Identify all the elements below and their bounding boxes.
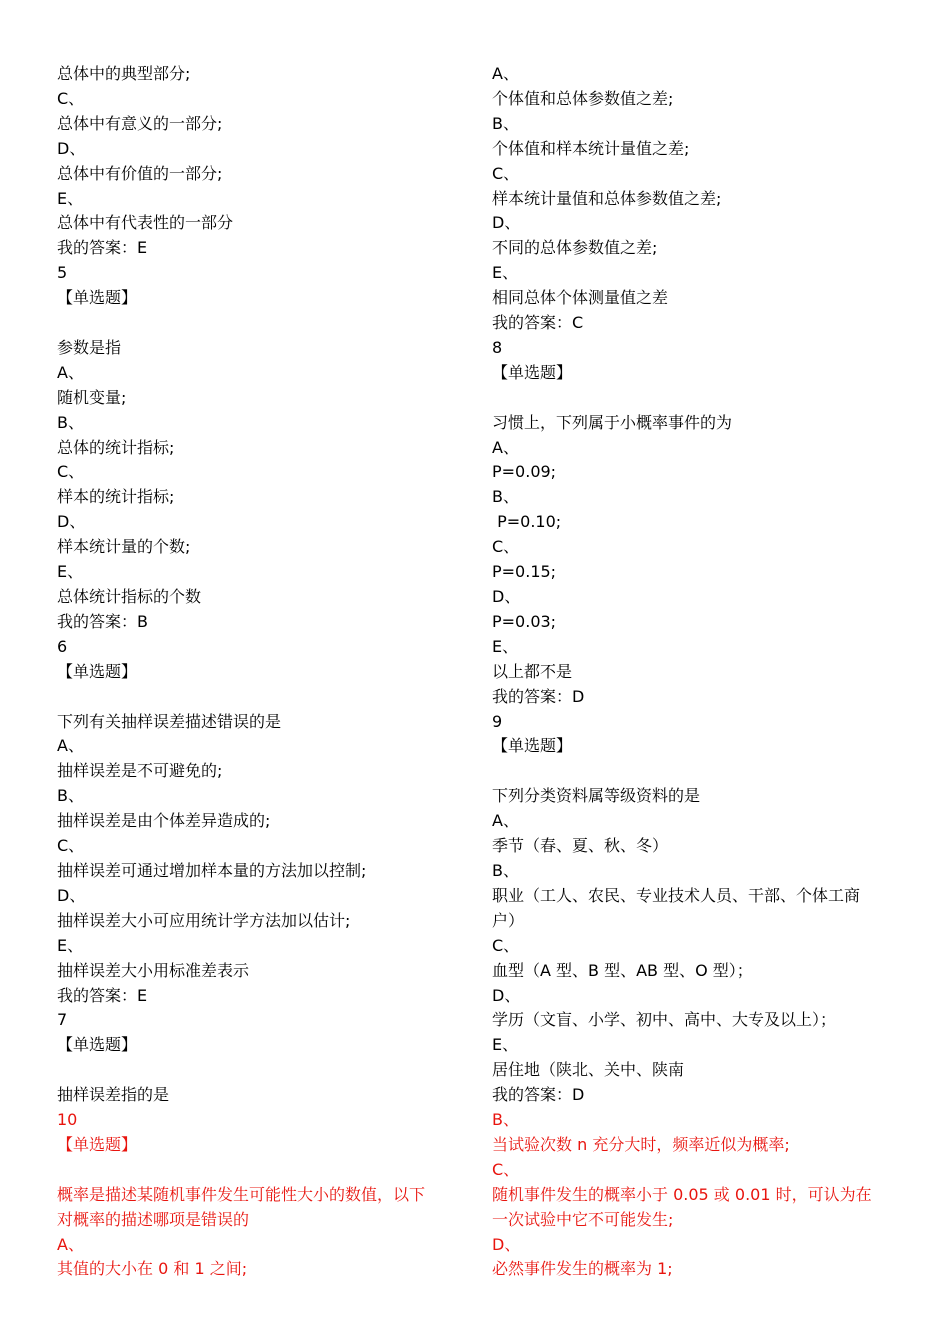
- text-line: 总体统计指标的个数: [57, 587, 202, 607]
- text-line: D、: [57, 512, 86, 532]
- text-line: A、: [492, 437, 519, 457]
- text-line: 抽样误差指的是: [57, 1085, 170, 1105]
- text-line: P=0.09;: [492, 462, 557, 482]
- text-line: [57, 1058, 465, 1083]
- text-line: 【单选题】: [57, 661, 138, 681]
- text-line: 习惯上，下列属于小概率事件的为: [492, 412, 733, 432]
- text-line: 抽样误差大小用标准差表示: [57, 960, 250, 980]
- text-line: 下列分类资料属等级资料的是: [492, 786, 701, 806]
- text-line: 我的答案：E: [57, 238, 148, 258]
- text-line: 总体中有价值的一部分;: [57, 163, 223, 183]
- text-line: 必然事件发生的概率为 1;: [492, 1259, 673, 1279]
- text-line: 学历（文盲、小学、初中、高中、大专及以上）；: [492, 1010, 837, 1030]
- text-line: 【单选题】: [57, 1035, 138, 1055]
- text-line: 抽样误差大小可应用统计学方法加以估计;: [57, 910, 351, 930]
- text-line: B、: [492, 860, 519, 880]
- text-line: 总体中的典型部分;: [57, 64, 191, 83]
- text-line: [57, 685, 465, 710]
- text-line: P=0.10;: [492, 512, 562, 532]
- text-line: A、: [57, 1234, 84, 1254]
- text-line: 抽样误差可通过增加样本量的方法加以控制;: [57, 860, 367, 880]
- left-column: [57, 62, 465, 1282]
- text-line: B、: [492, 1110, 519, 1130]
- text-line: E、: [492, 636, 519, 656]
- text-line: [492, 759, 902, 784]
- text-line: 我的答案：C: [492, 313, 584, 333]
- text-line: 样本统计量的个数;: [57, 537, 191, 557]
- text-line: E、: [57, 562, 84, 582]
- text-line: 以上都不是: [492, 661, 573, 681]
- text-line: D、: [492, 1234, 521, 1254]
- text-line: 8: [492, 337, 503, 357]
- text-line: A、: [57, 362, 84, 382]
- text-line: B、: [57, 786, 84, 806]
- text-line: P=0.03;: [492, 611, 557, 631]
- text-line: C、: [492, 935, 520, 955]
- text-line: 对概率的描述哪项是错误的: [57, 1209, 250, 1229]
- text-line: D、: [492, 587, 521, 607]
- text-line: [492, 386, 902, 411]
- text-line: D、: [57, 885, 86, 905]
- text-line: 我的答案：B: [57, 611, 148, 631]
- text-line: 随机变量;: [57, 387, 127, 407]
- text-line: C、: [492, 1159, 520, 1179]
- text-line: 【单选题】: [492, 362, 573, 382]
- text-line: 6: [57, 636, 68, 656]
- text-line: 我的答案：D: [492, 686, 585, 706]
- text-line: 抽样误差是不可避免的;: [57, 761, 223, 781]
- text-line: D、: [492, 985, 521, 1005]
- text-line: 总体中有代表性的一部分: [57, 213, 234, 233]
- text-line: 血型（A 型、B 型、AB 型、O 型）；: [492, 960, 753, 980]
- text-line: A、: [492, 64, 519, 83]
- text-line: P=0.15;: [492, 562, 557, 582]
- text-line: 总体的统计指标;: [57, 437, 175, 457]
- text-line: 7: [57, 1010, 68, 1030]
- right-column: [492, 62, 902, 1282]
- text-line: 抽样误差是由个体差异造成的;: [57, 811, 271, 831]
- text-line: E、: [492, 263, 519, 283]
- text-line: [57, 1158, 465, 1183]
- text-line: E、: [57, 935, 84, 955]
- text-line: 随机事件发生的概率小于 0.05 或 0.01 时，可认为在: [492, 1184, 872, 1204]
- text-line: A、: [57, 736, 84, 756]
- text-line: B、: [492, 487, 519, 507]
- text-line: [57, 311, 465, 336]
- text-line: 当试验次数 n 充分大时，频率近似为概率;: [492, 1134, 790, 1154]
- text-line: 我的答案：E: [57, 985, 148, 1005]
- text-line: 5: [57, 263, 68, 283]
- text-line: 职业（工人、农民、专业技术人员、干部、个体工商: [492, 885, 861, 905]
- text-line: C、: [492, 537, 520, 557]
- text-line: 其值的大小在 0 和 1 之间;: [57, 1259, 248, 1279]
- text-line: 我的答案：D: [492, 1085, 585, 1105]
- text-line: E、: [57, 188, 84, 208]
- text-line: B、: [57, 412, 84, 432]
- text-line: 10: [57, 1110, 78, 1130]
- text-line: 【单选题】: [492, 736, 573, 756]
- text-line: 概率是描述某随机事件发生可能性大小的数值，以下: [57, 1184, 426, 1204]
- text-line: 个体值和总体参数值之差;: [492, 88, 674, 108]
- text-line: 户）: [492, 910, 525, 930]
- text-line: C、: [57, 836, 85, 856]
- text-line: 【单选题】: [57, 288, 138, 308]
- text-line: 季节（春、夏、秋、冬）: [492, 836, 669, 856]
- text-line: 参数是指: [57, 337, 122, 357]
- text-line: 下列有关抽样误差描述错误的是: [57, 711, 282, 731]
- text-line: 样本的统计指标;: [57, 487, 175, 507]
- text-line: A、: [492, 811, 519, 831]
- text-line: C、: [57, 462, 85, 482]
- text-line: 9: [492, 711, 503, 731]
- text-line: 一次试验中它不可能发生;: [492, 1209, 674, 1229]
- text-line: 【单选题】: [57, 1134, 138, 1154]
- text-line: D、: [57, 138, 86, 158]
- text-line: B、: [492, 113, 519, 133]
- text-line: 样本统计量值和总体参数值之差;: [492, 188, 722, 208]
- text-line: D、: [492, 213, 521, 233]
- text-line: E、: [492, 1035, 519, 1055]
- text-line: 相同总体个体测量值之差: [492, 288, 669, 308]
- text-line: C、: [57, 88, 85, 108]
- text-line: 个体值和样本统计量值之差;: [492, 138, 690, 158]
- text-line: C、: [492, 163, 520, 183]
- text-line: 居住地（陕北、关中、陕南: [492, 1060, 685, 1080]
- text-line: 总体中有意义的一部分;: [57, 113, 223, 133]
- text-line: 不同的总体参数值之差;: [492, 238, 658, 258]
